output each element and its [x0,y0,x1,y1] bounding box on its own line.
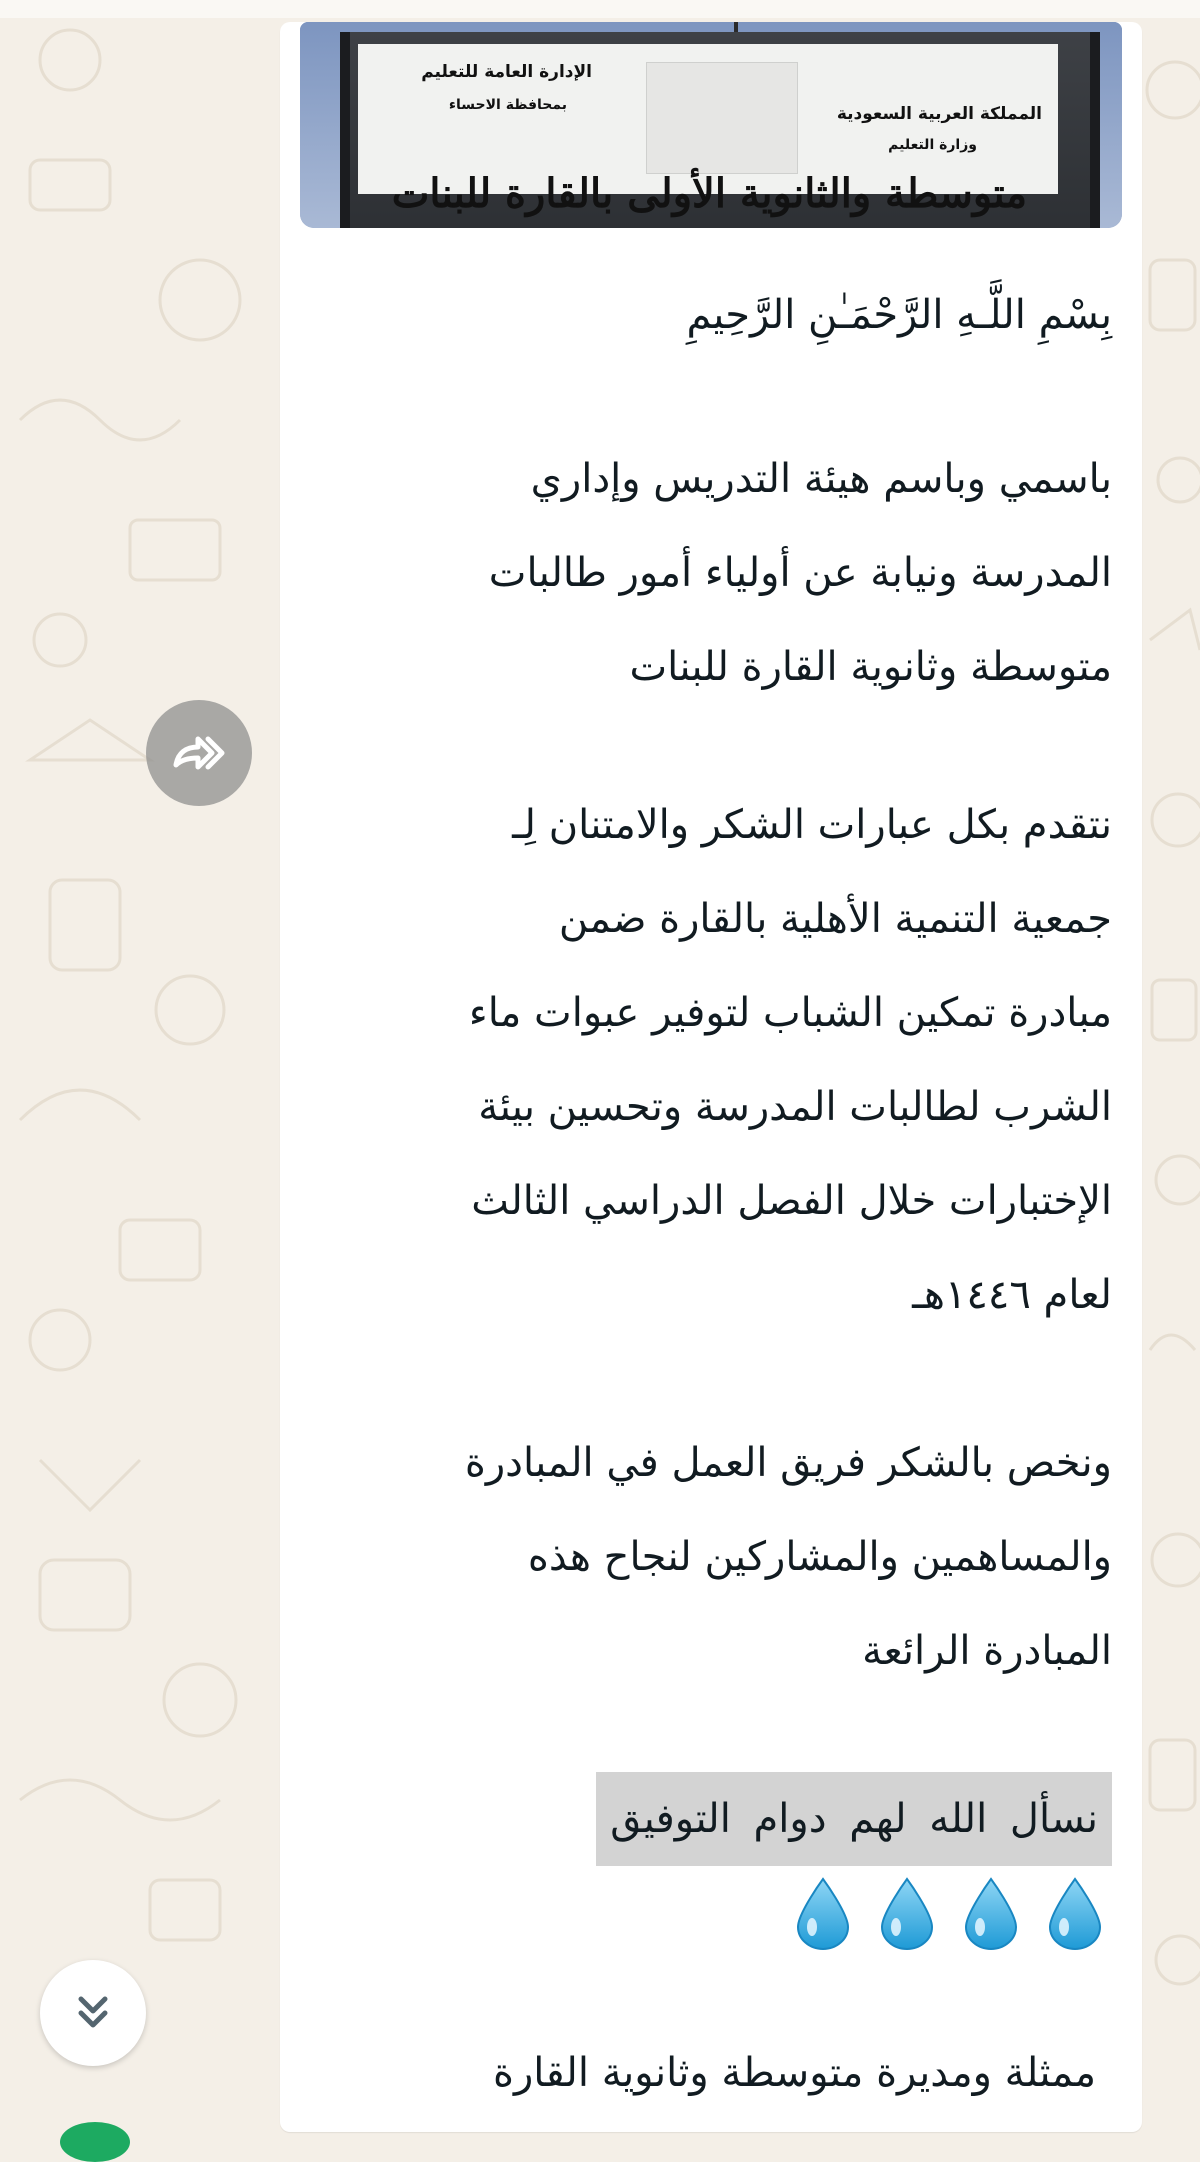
message-line: متوسطة وثانوية القارة للبنات [629,644,1112,690]
fab-edge[interactable] [60,2122,130,2162]
sign-text-directorate: الإدارة العامة للتعليم [421,62,592,82]
sign-text-ministry: وزارة التعليم [888,137,977,153]
message-line: ونخص بالشكر فريق العمل في المبادرة [464,1440,1112,1486]
droplet-emojis [794,1877,1104,1957]
message-paragraph-1 [322,432,1112,714]
sign-text-governorate: بمحافظة الاحساء [448,97,567,113]
message-line: والمساهمين والمشاركين لنجاح هذه [527,1534,1112,1580]
forward-icon [168,731,230,775]
sign-sticker [646,62,798,174]
sign-text-kingdom: المملكة العربية السعودية [836,104,1042,124]
sign-text-school-name: متوسطة والثانوية الأولى بالقارة للبنات [391,170,1027,217]
forward-button[interactable] [146,700,252,806]
message-paragraph-2 [322,778,1112,1342]
highlighted-prayer: نسأل الله لهم دوام التوفيق [596,1772,1112,1866]
status-strip [0,0,1200,18]
scroll-to-bottom-button[interactable] [40,1960,146,2066]
message-line: الشرب لطالبات المدرسة وتحسين بيئة [478,1084,1112,1130]
message-line: المدرسة ونيابة عن أولياء أمور طالبات [488,550,1112,596]
message-line: لعام ١٤٤٦هـ [912,1272,1112,1318]
message-line: باسمي وباسم هيئة التدريس وإداري [530,456,1112,502]
message-signature: ممثلة ومديرة متوسطة وثانوية القارة [492,2050,1096,2096]
message-line: نتقدم بكل عبارات الشكر والامتنان لِـ [512,802,1112,848]
message-line: مبادرة تمكين الشباب لتوفير عبوات ماء [468,990,1112,1036]
attached-photo[interactable] [300,22,1122,228]
droplet-emoji [962,1877,1020,1951]
message-line: المبادرة الرائعة [862,1628,1112,1674]
double-chevron-down-icon [71,1991,115,2035]
droplet-emoji [1046,1877,1104,1951]
message-bubble[interactable] [280,22,1142,2132]
message-line: جمعية التنمية الأهلية بالقارة ضمن [558,896,1112,942]
message-line: الإختبارات خلال الفصل الدراسي الثالث [471,1178,1112,1224]
droplet-emoji [794,1877,852,1951]
droplet-emoji [878,1877,936,1951]
message-basmala: بِسْمِ اللَّـهِ الرَّحْمَـٰنِ الرَّحِيمِ [686,292,1112,338]
message-paragraph-3 [322,1416,1112,1698]
